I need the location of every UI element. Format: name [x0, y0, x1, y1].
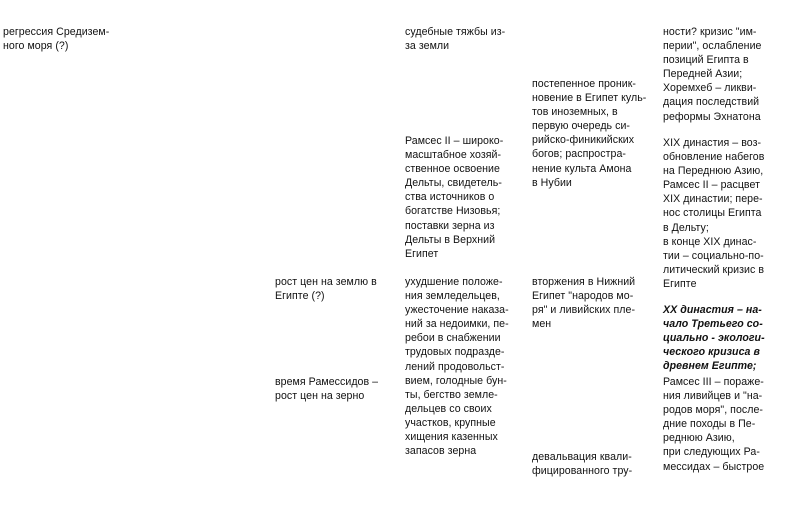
- col4-invasions: вторжения в Нижний Египет "народов мо- ря" и ливийских пле- мен: [532, 276, 636, 331]
- col1-regression: регрессия Средизем- ного моря (?): [3, 26, 110, 53]
- col5-ramses3: Рамсес III – пораже- ния ливийцев и "на- родов моря", после- дние походы в Пе- реднюю Азию, при следующих Ра- мессидах – быстрое: [663, 376, 765, 473]
- col5-dynasty-20-heading: XX династия – на- чало Третьего со- циально - экологи- ческого кризиса в древнем Египте;: [663, 304, 765, 373]
- col5-dynasty-19: XIX династия – воз- обновление набегов на Переднюю Азию, Рамсес II – расцвет XIX династии; пере- нос столицы Египта в Дельту; в конце XIX динас- тии – социально-по- литический кризис в Египте: [663, 137, 765, 290]
- col2-land-prices: рост цен на землю в Египте (?): [275, 276, 377, 303]
- col3-ramses2-delta: Рамсес II – широко- масштабное хозяй- ственное освоение Дельты, свидетель- ства источников о богатстве Низовья; поставки зерна из Дельты в Верхний Египет: [405, 135, 504, 260]
- col5-empire-crisis: ности? кризис "им- перии", ослабление позиций Египта в Передней Азии; Хоремхеб – ликви- дация последствий реформы Эхнатона: [663, 26, 762, 123]
- col3-decline: ухудшение положе- ния земледельцев, ужесточение наказа- ний за недоимки, пе- ребои в снабжении трудовых подразде- лений продовольст- вием, голодные бун- ты, бегство земле- дельцев со своих участков, крупные хищения казенных запасов зерна: [405, 276, 509, 458]
- col4-devaluation: девальвация квали- фицированного тру-: [532, 451, 633, 478]
- col3-lawsuits: судебные тяжбы из- за земли: [405, 26, 506, 53]
- col2-ramesside-grain: время Рамессидов – рост цен на зерно: [275, 376, 379, 403]
- col4-foreign-cults: постепенное проник- новение в Египет куль- тов иноземных, в первую очередь си- рийско-финикийских богов; распростра- нение культа Амона в Нубии: [532, 78, 647, 189]
